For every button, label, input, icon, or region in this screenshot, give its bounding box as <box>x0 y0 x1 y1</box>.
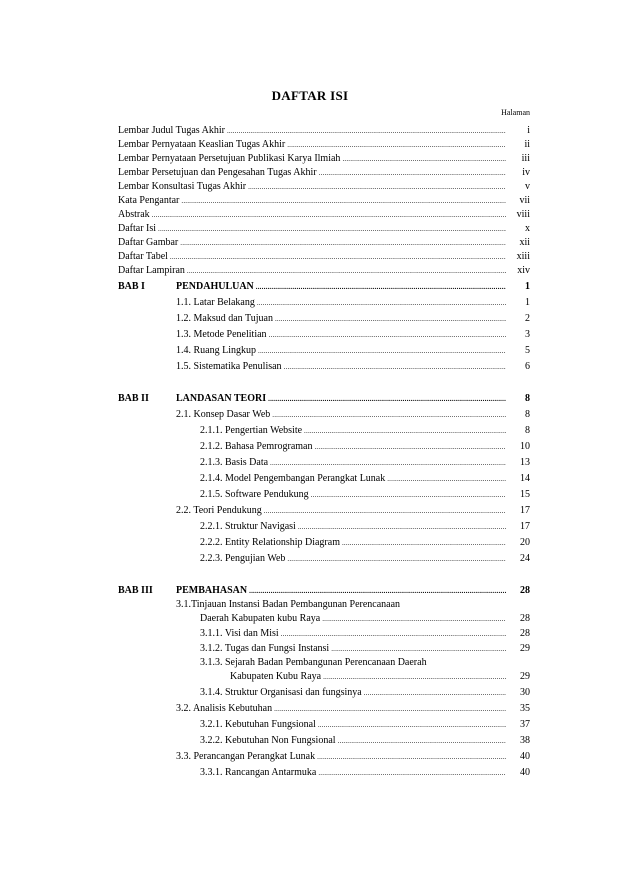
chapter-label: BAB II <box>118 393 149 404</box>
toc-entry[interactable]: Kata Pengantar ..... vii <box>118 194 530 208</box>
toc-section[interactable]: 1.4. Ruang Lingkup ..... 5 <box>176 344 530 358</box>
toc-subsection[interactable]: 2.1.3. Basis Data ..... 13 <box>200 456 530 470</box>
toc-entry[interactable]: Lembar Judul Tugas Akhir ..... i <box>118 124 530 138</box>
toc-subsection[interactable]: 3.3.1. Rancangan Antarmuka ..... 40 <box>200 766 530 780</box>
toc-subsection[interactable]: 2.2.1. Struktur Navigasi ..... 17 <box>200 520 530 534</box>
toc-section[interactable]: 2.2. Teori Pendukung ..... 17 <box>176 504 530 518</box>
toc-entry[interactable]: Daftar Gambar ..... xii <box>118 236 530 250</box>
toc-subsection[interactable]: 3.1.1. Visi dan Misi ..... 28 <box>200 627 530 641</box>
toc-subsection[interactable]: 2.1.5. Software Pendukung ..... 15 <box>200 488 530 502</box>
toc-section[interactable]: 3.2. Analisis Kebutuhan ..... 35 <box>176 702 530 716</box>
toc-subsection[interactable]: 2.2.2. Entity Relationship Diagram ..... 20 <box>200 536 530 550</box>
toc-subsection[interactable]: 3.1.2. Tugas dan Fungsi Instansi ..... 29 <box>200 642 530 656</box>
toc-subsection[interactable]: 3.2.1. Kebutuhan Fungsional ..... 37 <box>200 718 530 732</box>
page-column-label: Halaman <box>501 108 530 117</box>
toc-section[interactable]: 2.1. Konsep Dasar Web ..... 8 <box>176 408 530 422</box>
toc-entry[interactable]: Lembar Konsultasi Tugas Akhir ..... v <box>118 180 530 194</box>
toc-section[interactable]: 3.3. Perancangan Perangkat Lunak ..... 40 <box>176 750 530 764</box>
toc-subsection[interactable]: Kabupaten Kubu Raya ..... 29 <box>230 670 530 684</box>
chapter-title: PENDAHULUAN <box>176 281 254 292</box>
toc-subsection[interactable]: 2.1.4. Model Pengembangan Perangkat Lunak ..... 14 <box>200 472 530 486</box>
toc-entry[interactable]: Lembar Pernyataan Persetujuan Publikasi Karya Ilmiah ..... iii <box>118 152 530 166</box>
toc-section[interactable]: 1.1. Latar Belakang ..... 1 <box>176 296 530 310</box>
toc-entry[interactable]: Daftar Tabel ..... xiii <box>118 250 530 264</box>
toc-entry[interactable]: Daftar Isi ..... x <box>118 222 530 236</box>
toc-chapter-3[interactable]: BAB III PEMBAHASAN ..... 28 <box>118 584 530 598</box>
toc-entry[interactable]: Lembar Persetujuan dan Pengesahan Tugas Akhir ..... iv <box>118 166 530 180</box>
chapter-label: BAB I <box>118 281 145 292</box>
toc-subsection[interactable]: 3.1.4. Struktur Organisasi dan fungsinya ..... 30 <box>200 686 530 700</box>
toc-section-first-line[interactable]: 3.1.Tinjauan Instansi Badan Pembangunan Perencanaan <box>176 599 401 610</box>
toc-entry[interactable]: Lembar Pernyataan Keaslian Tugas Akhir ..... ii <box>118 138 530 152</box>
toc-section[interactable]: 1.2. Maksud dan Tujuan ..... 2 <box>176 312 530 326</box>
chapter-title: LANDASAN TEORI <box>176 393 267 404</box>
chapter-title: PEMBAHASAN <box>176 585 248 596</box>
toc-section[interactable]: 1.3. Metode Penelitian ..... 3 <box>176 328 530 342</box>
chapter-label: BAB III <box>118 585 153 596</box>
toc-chapter-1[interactable]: BAB I PENDAHULUAN ..... 1 <box>118 280 530 294</box>
toc-subsection[interactable]: 2.1.1. Pengertian Website ..... 8 <box>200 424 530 438</box>
toc-subsection-first-line[interactable]: 3.1.3. Sejarah Badan Pembangunan Perencanaan Daerah <box>200 657 427 668</box>
toc-entry[interactable]: Daftar Lampiran ..... xiv <box>118 264 530 278</box>
page-title: DAFTAR ISI <box>271 88 349 103</box>
toc-chapter-2[interactable]: BAB II LANDASAN TEORI ..... 8 <box>118 392 530 406</box>
toc-subsection[interactable]: 3.2.2. Kebutuhan Non Fungsional ..... 38 <box>200 734 530 748</box>
toc-subsection[interactable]: 2.2.3. Pengujian Web ..... 24 <box>200 552 530 566</box>
toc-subsection[interactable]: 2.1.2. Bahasa Pemrograman ..... 10 <box>200 440 530 454</box>
toc-entry[interactable]: Abstrak ..... viii <box>118 208 530 222</box>
toc-section[interactable]: Daerah Kabupaten kubu Raya ..... 28 <box>200 612 530 626</box>
toc-section[interactable]: 1.5. Sistematika Penulisan ..... 6 <box>176 360 530 374</box>
